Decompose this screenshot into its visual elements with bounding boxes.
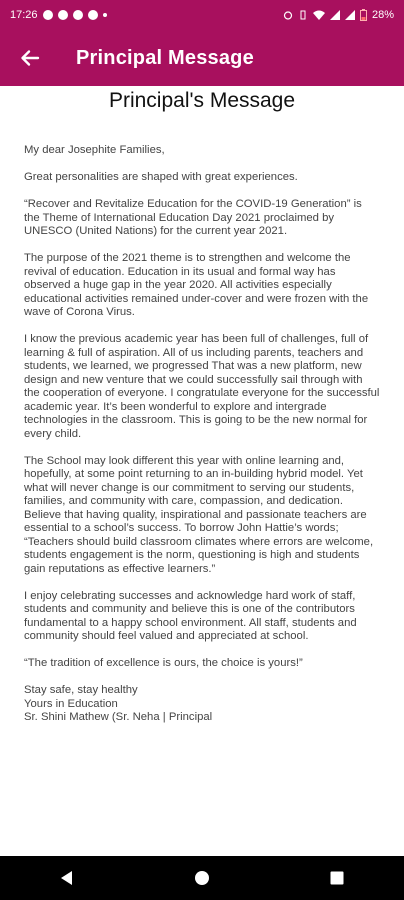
paragraph: I enjoy celebrating successes and acknowledge hard work of staff, students and community and believe this is one of the contributors fundamental to a happy school environment. All staff, students and community should feel valued and appreciated at school. [24, 589, 357, 642]
messenger-notification-icon [58, 10, 68, 20]
paragraph: I know the previous academic year has been full of challenges, full of learning & full of aspiration. All of us including parents, teachers and students, we learned, we progressed That was a new platform, new design and new venture that we could successfully sail through with the cooperation of everyone. I congratulate everyone for the successful academic year. It’s been wonderful to explore and intergrade technologies in the classroom. This is going to be the new normal for every child. [24, 333, 380, 440]
paragraph: The purpose of the 2021 theme is to strengthen and welcome the revival of education. Education in its usual and formal way has observed a huge gap in the year 2020. All activities especially educational activities remained under-cover and were frozen with the wave of Corona Virus. [24, 252, 369, 318]
more-notifications-icon [103, 13, 107, 17]
paragraph: “Recover and Revitalize Education for the COVID-19 Generation” is the Theme of International Education Day 2021 proclaimed by UNESCO (United Nations) for the current year 2021. [24, 198, 362, 237]
message-content[interactable] [0, 86, 404, 856]
battery-icon [360, 9, 367, 21]
app-notification-icon [88, 10, 98, 20]
vibrate-icon [298, 10, 308, 20]
back-button[interactable] [2, 30, 58, 86]
triangle-back-icon [59, 870, 75, 886]
nav-back-button[interactable] [47, 858, 87, 898]
system-nav-bar [0, 856, 404, 900]
closing-line: Stay safe, stay healthy [24, 684, 138, 696]
status-right [283, 9, 394, 21]
status-left [10, 9, 107, 21]
signature-line: Sr. Shini Mathew (Sr. Neha | Principal [24, 711, 213, 723]
wifi-icon [313, 10, 325, 20]
signal-icon [330, 10, 340, 20]
arrow-left-icon [20, 48, 40, 68]
circle-home-icon [194, 870, 210, 886]
closing-line: Yours in Education [24, 697, 118, 710]
app-bar [0, 30, 404, 86]
nav-home-button[interactable] [182, 858, 222, 898]
message-body [0, 144, 404, 725]
paragraph-greeting: My dear Josephite Families, [24, 144, 165, 156]
page-heading: Principal's Message [108, 89, 296, 112]
messenger-notification-icon [43, 10, 53, 20]
alarm-icon [283, 10, 293, 20]
paragraph: The School may look different this year with online learning and, hopefully, at some point returning to an in-building hybrid model. Yet what will never change is our commitment to serving our students, families, and community with care, compassion, and dedication. Believe that having quality, inspirational and passionate teachers are essential to a school’s success. To borrow John Hattie’s words; “Teachers should build classroom climates where errors are welcome, students engagement is the norm, questioning is high and students gain reputations as effective learners.” [24, 454, 374, 575]
signal-icon [345, 10, 355, 20]
app-title: Principal Message [76, 46, 254, 69]
paragraph-quote: “The tradition of excellence is ours, the choice is yours!” [24, 657, 303, 669]
square-recents-icon [329, 870, 345, 886]
status-bar [0, 0, 404, 30]
paragraph: Great personalities are shaped with great experiences. [24, 171, 298, 183]
status-time: 17:26 [10, 9, 38, 21]
battery-percent: 28% [371, 9, 394, 21]
nav-recents-button[interactable] [317, 858, 357, 898]
app-notification-icon [73, 10, 83, 20]
